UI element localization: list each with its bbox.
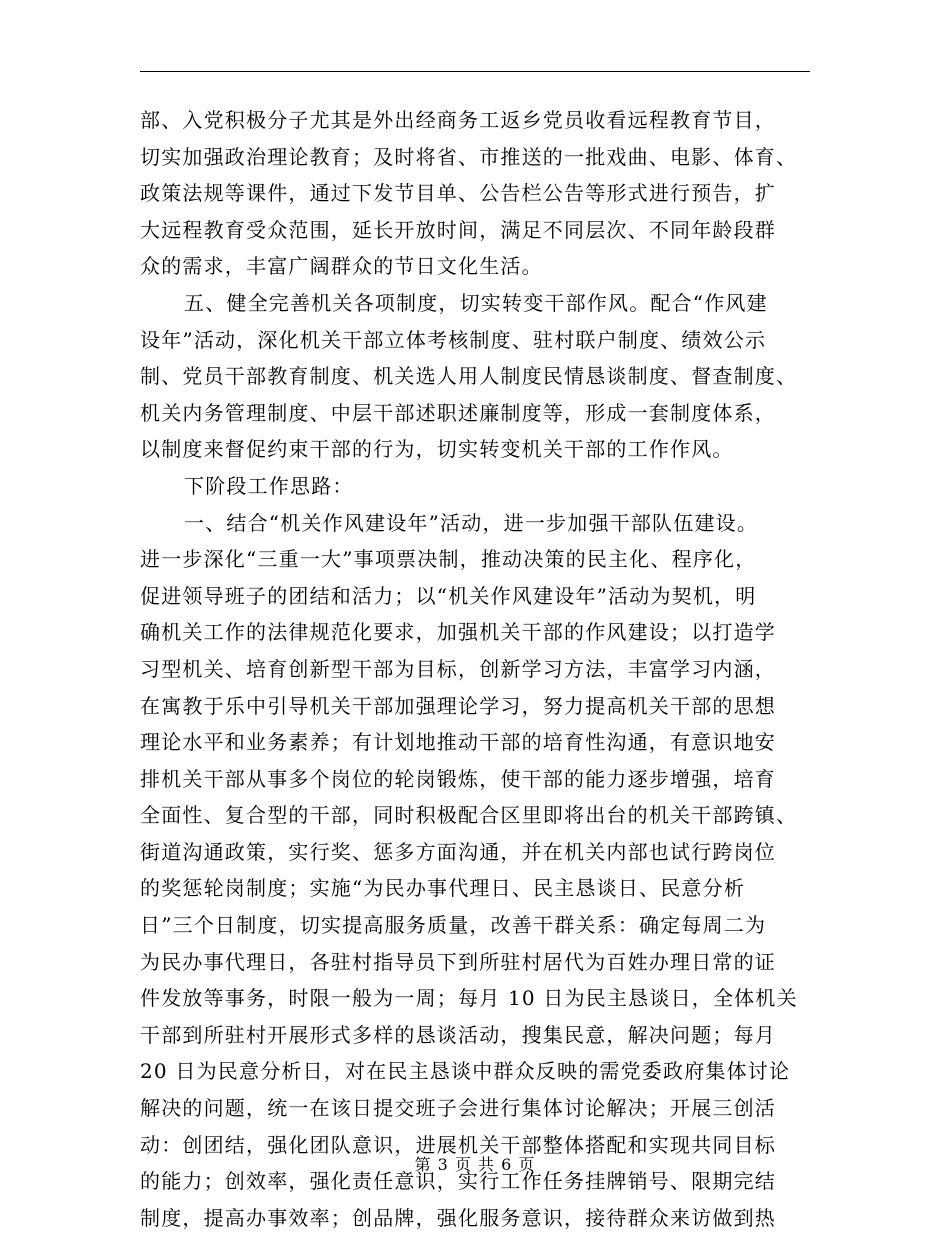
text-line: 确机关工作的法律规范化要求，加强机关干部的作风建设；以打造学 — [140, 620, 776, 645]
text-line: 排机关干部从事多个岗位的轮岗锻炼，使干部的能力逐步增强，培育 — [140, 766, 776, 791]
text-line: 理论水平和业务素养；有计划地推动干部的培育性沟通，有意识地安 — [140, 730, 776, 755]
text-line: 以制度来督促约束干部的行为，切实转变机关干部的工作作风。 — [140, 437, 734, 462]
text-line: 日”三个日制度，切实提高服务质量，改善干群关系：确定每周二为 — [140, 913, 767, 938]
section-heading: 下阶段工作思路： — [184, 473, 354, 498]
text-line: 解决的问题，统一在该日提交班子会进行集体讨论解决；开展三创活 — [140, 1096, 776, 1121]
header-rule — [140, 71, 810, 72]
page-number-footer: 第 3 页 共 6 页 — [414, 1155, 536, 1174]
text-line: 制、党员干部教育制度、机关选人用人制度民情恳谈制度、督查制度、 — [140, 364, 798, 389]
text-line: 干部到所驻村开展形式多样的恳谈活动，搜集民意，解决问题；每月 — [140, 1022, 776, 1047]
text-line: 习型机关、培育创新型干部为目标，创新学习方法，丰富学习内涵， — [140, 656, 776, 681]
text-line: 为民办事代理日，各驻村指导员下到所驻村居代为百姓办理日常的证 — [140, 949, 776, 974]
text-line: 全面性、复合型的干部，同时积极配合区里即将出台的机关干部跨镇、 — [140, 803, 798, 828]
text-line: 20 日为民意分析日，对在民主恳谈中群众反映的需党委政府集体讨论 — [140, 1059, 791, 1084]
text-line: 在寓教于乐中引导机关干部加强理论学习，努力提高机关干部的思想 — [140, 693, 776, 718]
text-line: 众的需求，丰富广阔群众的节日文化生活。 — [140, 254, 543, 279]
text-line: 动：创团结，强化团队意识，进展机关干部整体搭配和实现共同目标 — [140, 1132, 776, 1157]
text-line: 设年”活动，深化机关干部立体考核制度、驻村联户制度、绩效公示 — [140, 327, 767, 352]
text-line: 进一步深化“三重一大”事项票决制，推动决策的民主化、程序化， — [140, 547, 757, 572]
text-line: 的奖惩轮岗制度；实施“为民办事代理日、民主恳谈日、民意分析 — [140, 876, 746, 901]
text-line: 街道沟通政策，实行奖、惩多方面沟通，并在机关内部也试行跨岗位 — [140, 839, 776, 864]
text-line: 的能力；创效率，强化责任意识，实行工作任务挂牌销号、限期完结 — [140, 1169, 776, 1194]
text-line: 政策法规等课件，通过下发节目单、公告栏公告等形式进行预告，扩 — [140, 181, 776, 206]
paragraph-start-line: 一、结合“机关作风建设年”活动，进一步加强干部队伍建设。 — [184, 510, 759, 535]
text-line: 部、入党积极分子尤其是外出经商务工返乡党员收看远程教育节目， — [140, 108, 776, 132]
paragraph-start-line: 五、健全完善机关各项制度，切实转变干部作风。配合“作风建 — [184, 290, 768, 315]
document-body — [140, 102, 812, 1236]
text-line: 切实加强政治理论教育；及时将省、市推送的一批戏曲、电影、体育、 — [140, 144, 798, 169]
text-line: 大远程教育受众范围，延长开放时间，满足不同层次、不同年龄段群 — [140, 217, 776, 242]
text-line: 制度，提高办事效率；创品牌，强化服务意识，接待群众来访做到热 — [140, 1205, 776, 1230]
text-line: 促进领导班子的团结和活力；以“机关作风建设年”活动为契机，明 — [140, 583, 757, 608]
text-line: 件发放等事务，时限一般为一周；每月 10 日为民主恳谈日，全体机关 — [140, 986, 798, 1011]
text-line: 机关内务管理制度、中层干部述职述廉制度等，形成一套制度体系， — [140, 400, 776, 425]
